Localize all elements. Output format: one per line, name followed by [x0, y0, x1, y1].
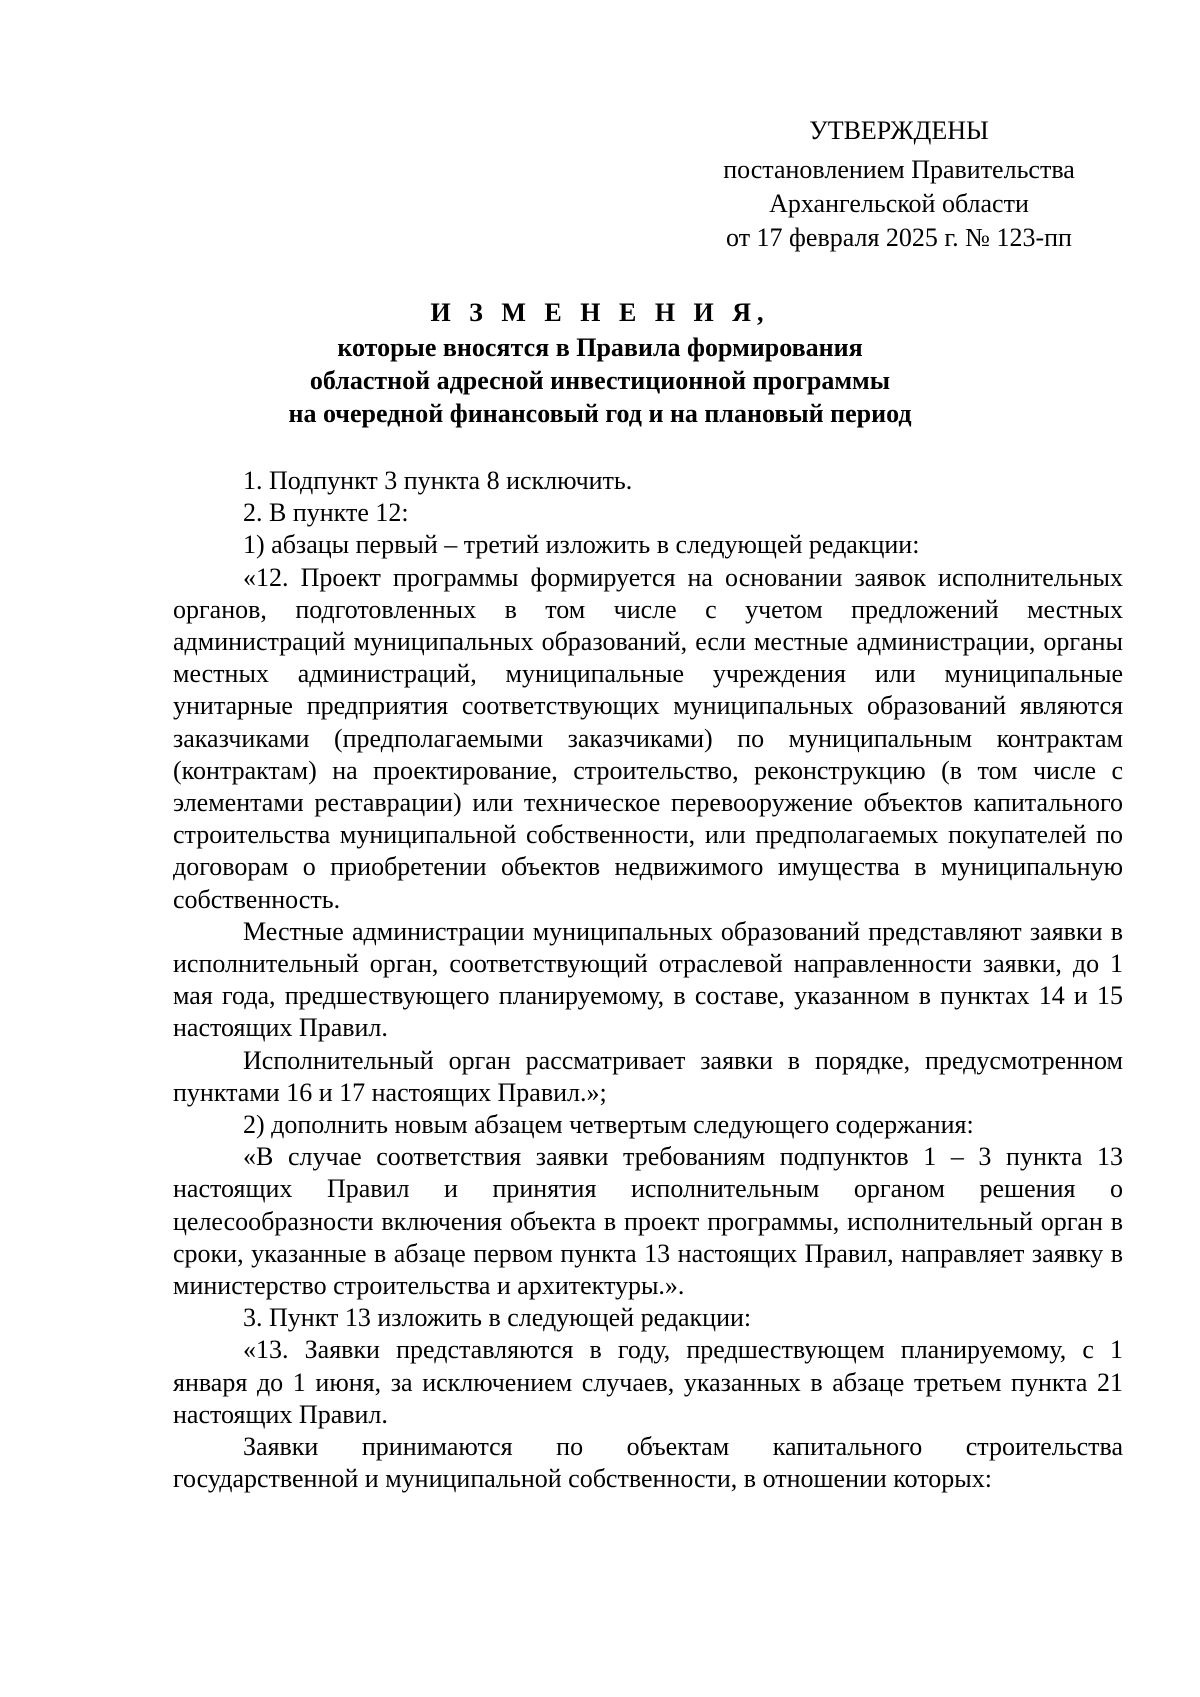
document-subtitle-line-3: на очередной финансовый год и на плановый период: [288, 399, 912, 428]
approval-line-resolution: постановлением Правительства: [723, 155, 1075, 184]
approval-title: УТВЕРЖДЕНЫ: [809, 116, 989, 145]
paragraph-9: 3. Пункт 13 изложить в следующей редакции:: [243, 1303, 752, 1333]
paragraph-1: 1. Подпункт 3 пункта 8 исключить.: [243, 466, 633, 495]
approval-line-region: Архангельской области: [769, 189, 1029, 218]
document-body: [173, 465, 1123, 1496]
paragraph-10: «13. Заявки представляются в году, предшествующем планируемому, с 1 января до 1 июня, за исключением случаев, указанных в абзаце третьем пункта 21 настоящих Правил.: [173, 1335, 1123, 1429]
paragraph-11: Заявки принимаются по объектам капитального строительства государственной и муниципальной собственности, в отношении которых:: [173, 1432, 1123, 1494]
paragraph-2: 2. В пункте 12:: [243, 498, 409, 528]
approval-stamp: [708, 114, 1090, 255]
document-subtitle-line-1: которые вносятся в Правила формирования: [337, 333, 863, 362]
approval-line-date: от 17 февраля 2025 г. № 123-пп: [726, 223, 1072, 252]
paragraph-6: Исполнительный орган рассматривает заявки в порядке, предусмотренном пунктами 16 и 17 настоящих Правил.»;: [173, 1045, 1123, 1107]
document-subtitle-line-2: областной адресной инвестиционной программы: [309, 366, 891, 395]
paragraph-8: «В случае соответствия заявки требованиям подпунктов 1 – 3 пункта 13 настоящих Правил и принятия исполнительным органом решения о целесообразности включения объекта в проект программы, исполнительный орган в сроки, указанные в абзаце первом пункта 13 настоящих Правил, направляет заявку в министерство строительства и архитектуры.».: [173, 1142, 1123, 1301]
document-title: И З М Е Н Е Н И Я,: [430, 298, 770, 327]
document-heading: [120, 296, 1080, 430]
paragraph-5: Местные администрации муниципальных образований представляют заявки в исполнительный орган, соответствующий отраслевой направленности заявки, до 1 мая года, предшествующего планируемому, в составе, указанном в пунктах 14 и 15 настоящих Правил.: [173, 916, 1123, 1043]
paragraph-4: «12. Проект программы формируется на основании заявок исполнительных органов, подготовленных в том числе с учетом предложений местных администраций муниципальных образований, если местные администрации, органы местных администраций, муниципальные учреждения или муниципальные унитарные предприятия соответствующих муниципальных образований являются заказчиками (предполагаемыми заказчиками) по муниципальным контрактам (контрактам) на проектирование, строительство, реконструкцию (в том числе с элементами реставрации) или техническое перевооружение объектов капитального строительства муниципальной собственности, или предполагаемых покупателей по договорам о приобретении объектов недвижимого имущества в муниципальную собственность.: [173, 562, 1123, 914]
paragraph-7: 2) дополнить новым абзацем четвертым следующего содержания:: [243, 1110, 974, 1140]
paragraph-3: 1) абзацы первый – третий изложить в следующей редакции:: [243, 530, 920, 560]
